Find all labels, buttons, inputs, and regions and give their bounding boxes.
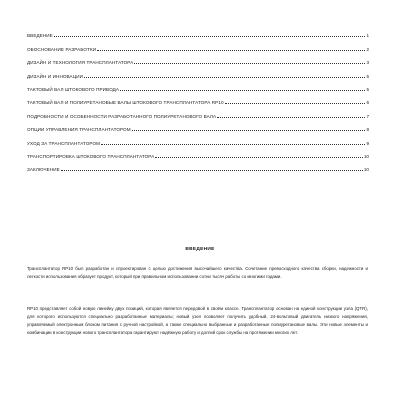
- toc-entry-page: 1: [366, 33, 369, 39]
- toc-entry[interactable]: [27, 159, 369, 172]
- toc-entry-title: ОПЦИИ УПРАВЛЕНИЯ ТРАНСПЛАНТАТОРОМ: [27, 127, 131, 133]
- toc-entry-page: 7: [366, 113, 369, 119]
- toc-entry[interactable]: [27, 132, 369, 145]
- body-paragraph: RP10 представляет собой новую линейку двух позиций, которая является передовой в своём классе. Трансплантатор основан на единой конструкции узла (QTR), для которого используются специально разработанные материалы; новый узел позволяет получить удобный, 24-вольтовый двигатель низкого напряжения, управляемый электронным блоком питания с ручной настройкой, а также специально выбранные и разработанные полиуретановые валы. Эти новые элементы и комбинации в конструкции нового трансплантатора гарантируют надёжную работу и долгий срок службы на протяжении многих лет.: [27, 306, 368, 335]
- toc-dot-leader: [134, 63, 365, 64]
- toc-entry-title: ТАКТОВЫЙ ВАЛ ШТОКОВОГО ПРИВОДА: [27, 86, 120, 92]
- toc-dot-leader: [132, 130, 366, 131]
- toc-entry-page: 5: [366, 86, 369, 92]
- toc-dot-leader: [61, 170, 363, 171]
- toc-entry-page: 9: [366, 140, 369, 146]
- toc-entry-page: 10: [363, 167, 369, 173]
- toc-entry-title: ОБОСНОВАНИЕ РАЗРАБОТКИ: [27, 46, 97, 52]
- toc-dot-leader: [101, 144, 365, 145]
- toc-dot-leader: [217, 117, 365, 118]
- toc-entry[interactable]: [27, 92, 369, 105]
- toc-entry[interactable]: [27, 25, 369, 38]
- toc-entry-title: УХОД ЗА ТРАНСПЛАНТАТОРОМ: [27, 140, 101, 146]
- toc-entry-title: ЗАКЛЮЧЕНИЕ: [27, 167, 60, 173]
- toc-entry-title: ТРАНСПОРТИРОВКА ШТОКОВОГО ТРАНСПЛАНТАТОРА: [27, 153, 155, 159]
- toc-entry-page: 3: [366, 60, 369, 66]
- body-paragraph: Трансплантатор RP10 был разработан и спроектирован с целью достижения высочайшего качества. Сочетание превосходного качества сборки, надежности и легкости использования образует продукт, который при правильном использовании сотни тысяч работы со многими годами.: [27, 266, 368, 279]
- toc-dot-leader: [120, 90, 365, 91]
- toc-entry-page: 2: [366, 46, 369, 52]
- toc-dot-leader: [54, 36, 366, 37]
- toc-entry[interactable]: [27, 65, 369, 78]
- toc-entry-title: ДИЗАЙН И ИННОВАЦИИ: [27, 73, 84, 79]
- toc-entry[interactable]: [27, 52, 369, 65]
- toc-entry[interactable]: [27, 146, 369, 159]
- toc-entry-page: 8: [366, 127, 369, 133]
- toc-entry[interactable]: [27, 119, 369, 132]
- toc-entry[interactable]: [27, 79, 369, 92]
- toc-entry-page: 10: [363, 153, 369, 159]
- toc-entry-page: 6: [366, 100, 369, 106]
- toc-entry[interactable]: [27, 38, 369, 51]
- toc-dot-leader: [225, 103, 366, 104]
- toc-entry[interactable]: [27, 105, 369, 118]
- toc-dot-leader: [84, 77, 365, 78]
- toc-entry-title: ПОДРОБНОСТИ И ОСОБЕННОСТИ РАЗРАБОТАННОГО ПОЛИУРЕТАНОВОГО ВАЛА: [27, 113, 217, 119]
- toc-dot-leader: [155, 157, 363, 158]
- table-of-contents: [27, 25, 369, 172]
- toc-entry-title: ДИЗАЙН И ТЕХНОЛОГИЯ ТРАНСПЛАНТАТОРА: [27, 60, 134, 66]
- section-heading: ВВЕДЕНИЕ: [185, 247, 215, 252]
- toc-dot-leader: [97, 50, 365, 51]
- toc-entry-title: ТАКТОВЫЙ ВАЛ И ПОЛИУРЕТАНОВЫЕ ВАЛЫ ШТОКОВОГО ТРАНСПЛАНТАТОРА RP10: [27, 100, 224, 106]
- toc-entry-title: ВВЕДЕНИЕ: [27, 33, 53, 39]
- toc-entry-page: 5: [366, 73, 369, 79]
